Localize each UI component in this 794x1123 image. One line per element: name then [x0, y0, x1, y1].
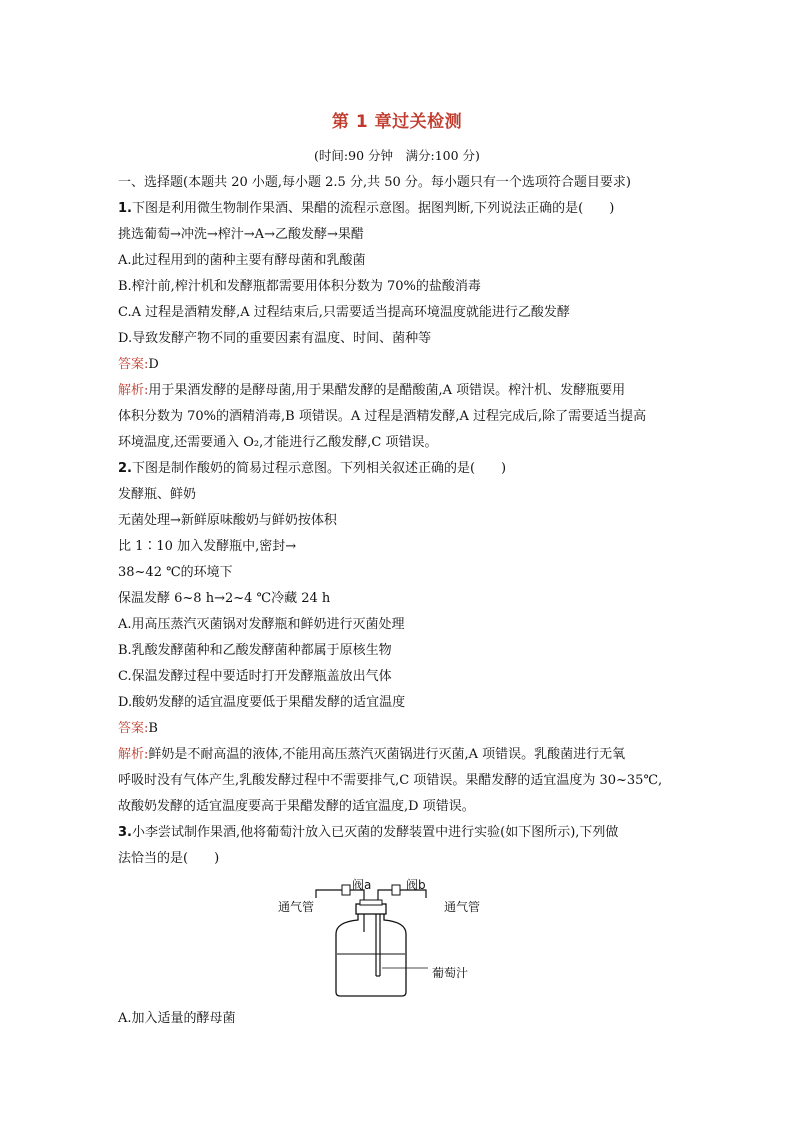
question-2-answer: [118, 716, 686, 742]
question-number: 1.: [118, 201, 132, 216]
question-2-flow-line-5: 保温发酵 6~8 h→2~4 ℃冷藏 24 h: [118, 591, 331, 606]
question-number: 3.: [118, 825, 132, 840]
question-1-answer: [118, 352, 686, 378]
question-1-analysis-line-2: 体积分数为 70%的酒精消毒,B 项错误。A 过程是酒精发酵,A 过程完成后,除了需要适当提高: [118, 409, 647, 424]
exam-meta: (时间:90 分钟 满分:100 分): [314, 148, 480, 163]
question-2-option-a: A.用高压蒸汽灭菌锅对发酵瓶和鲜奶进行灭菌处理: [118, 617, 405, 632]
question-text: 下图是利用微生物制作果酒、果醋的流程示意图。据图判断,下列说法正确的是( ): [131, 201, 615, 216]
question-3-stem-line-2: 法恰当的是( ): [118, 851, 220, 866]
valve-a: [342, 885, 350, 895]
question-2-analysis-line-3: 故酸奶发酵的适宜温度要高于果醋发酵的适宜温度,D 项错误。: [118, 799, 475, 814]
valve-b-label: 阀b: [406, 878, 426, 892]
question-2-stem: [118, 456, 686, 482]
exam-content: [118, 170, 686, 1032]
question-1-option-d: D.导致发酵产物不同的重要因素有温度、时间、菌种等: [118, 331, 432, 346]
answer-label: 答案:: [118, 721, 149, 736]
question-text: 下图是制作酸奶的简易过程示意图。下列相关叙述正确的是( ): [131, 461, 507, 476]
valve-a-label: 阀a: [352, 878, 372, 892]
question-text: 小李尝试制作果酒,他将葡萄汁放入已灭菌的发酵装置中进行实验(如下图所示),下列做: [131, 825, 619, 840]
question-1-option-a: A.此过程用到的菌种主要有酵母菌和乳酸菌: [118, 253, 366, 268]
answer-value: B: [148, 721, 158, 736]
question-2-option-b: B.乳酸发酵菌种和乙酸发酵菌种都属于原核生物: [118, 643, 392, 658]
question-2-analysis-line-1: [118, 742, 686, 768]
question-2-option-d: D.酸奶发酵的适宜温度要低于果醋发酵的适宜温度: [118, 695, 406, 710]
valve-b: [392, 885, 400, 895]
analysis-text: 鲜奶是不耐高温的液体,不能用高压蒸汽灭菌锅进行灭菌,A 项错误。乳酸菌进行无氧: [148, 747, 626, 762]
question-3-stem-line-1: [118, 820, 686, 846]
answer-label: 答案:: [118, 357, 149, 372]
analysis-text: 用于果酒发酵的是酵母菌,用于果醋发酵的是醋酸菌,A 项错误。榨汁机、发酵瓶要用: [148, 383, 626, 398]
right-tube-label: 通气管: [444, 900, 481, 914]
question-1-analysis-line-1: [118, 378, 686, 404]
question-1-stem: [118, 196, 686, 222]
question-2-flow-line-2: 无菌处理→新鲜原味酸奶与鲜奶按体积: [118, 513, 337, 528]
question-1-option-c: C.A 过程是酒精发酵,A 过程结束后,只需要适当提高环境温度就能进行乙酸发酵: [118, 305, 570, 320]
question-1-flow: 挑选葡萄→冲洗→榨汁→A→乙酸发酵→果醋: [118, 227, 364, 242]
analysis-label: 解析:: [118, 383, 149, 398]
question-2-flow-line-4: 38~42 ℃的环境下: [118, 565, 233, 580]
analysis-label: 解析:: [118, 747, 149, 762]
question-2-flow-line-3: 比 1∶10 加入发酵瓶中,密封→: [118, 539, 297, 554]
stopper-cap: [360, 900, 382, 905]
question-number: 2.: [118, 461, 132, 476]
juice-label: 葡萄汁: [432, 966, 469, 980]
section-heading: 一、选择题(本题共 20 小题,每小题 2.5 分,共 50 分。每小题只有一个选项符合题目要求): [118, 175, 631, 190]
question-2-analysis-line-2: 呼吸时没有气体产生,乳酸发酵过程中不需要排气,C 项错误。果醋发酵的适宜温度为 30~35℃,: [118, 773, 663, 788]
question-2-flow-line-1: 发酵瓶、鲜奶: [118, 487, 197, 502]
answer-value: D: [148, 357, 159, 372]
left-tube-label: 通气管: [278, 900, 315, 914]
question-3-option-a: A.加入适量的酵母菌: [118, 1011, 236, 1026]
question-1-option-b: B.榨汁前,榨汁机和发酵瓶都需要用体积分数为 70%的盐酸消毒: [118, 279, 481, 294]
page-title: 第 1 章过关检测: [331, 112, 463, 132]
question-1-analysis-line-3: 环境温度,还需要通入 O₂,才能进行乙酸发酵,C 项错误。: [118, 435, 438, 450]
question-2-option-c: C.保温发酵过程中要适时打开发酵瓶盖放出气体: [118, 669, 392, 684]
fermentation-apparatus-figure: [118, 872, 686, 1006]
